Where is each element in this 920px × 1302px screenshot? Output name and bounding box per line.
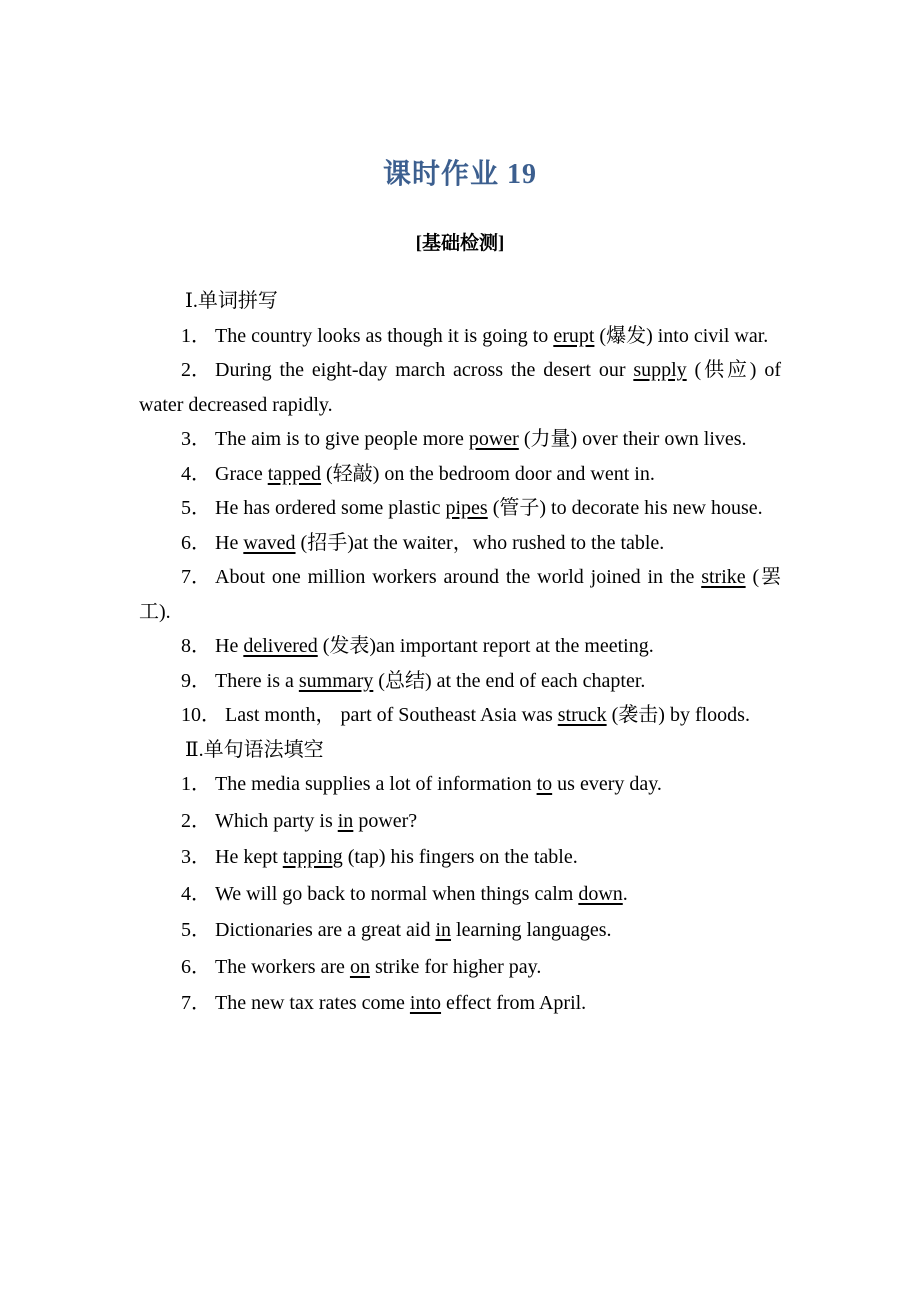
section-1-items [139,319,781,733]
question-text-after: (力量) over their own lives. [518,428,747,450]
question-text-before: We will go back to normal when things calm [215,882,579,905]
section-2-heading: Ⅱ.单句语法填空 [185,738,324,761]
question-text-after: power? [353,809,418,832]
question-text-before: There is a [215,669,299,692]
question-text-before: He [215,531,244,554]
question-number: 4． [181,882,211,905]
answer-blank: down [578,882,623,905]
page-subtitle: [基础检测] [415,233,505,254]
question-item [139,560,781,629]
question-number: 2． [181,359,211,381]
page-title: 课时作业 19 [382,159,537,190]
answer-blank: strike [701,566,746,588]
question-text-after: strike for higher pay. [369,955,542,978]
question-number: 5． [181,497,211,519]
answer-blank: to [536,773,553,795]
question-text-after: (管子) to decorate his new house. [487,497,763,519]
question-item [139,422,781,457]
section-2-items [139,767,781,1021]
question-item [139,457,781,492]
answer-blank: into [409,992,442,1014]
question-text-before: He kept [215,846,283,868]
answer-blank: on [349,955,370,978]
question-text-after: (供应) of water decreased rapidly. [139,359,781,416]
question-item [139,319,781,354]
question-item [139,840,781,875]
question-number: 9． [181,669,211,692]
question-item [139,913,781,948]
question-text-before: The workers are [215,955,350,978]
question-text-after: us every day. [552,773,662,795]
question-item [139,698,781,733]
answer-blank: power [468,428,519,450]
question-number: 8． [181,635,211,657]
question-number: 6． [181,955,211,978]
question-number: 7． [181,992,211,1014]
answer-blank: struck [557,704,607,726]
question-text-before: Dictionaries are a great aid [215,919,436,941]
question-text-after: (tap) his fingers on the table. [342,846,578,868]
question-text-before: About one million workers around the world joined in the [215,566,702,588]
answer-blank: delivered [243,635,318,657]
question-text-before: The aim is to give people more [215,428,469,450]
question-text-after: (轻敲) on the bedroom door and went in. [321,462,655,485]
question-number: 10． [181,704,221,726]
question-number: 1． [181,773,211,795]
question-text-after: (罢工). [139,566,781,623]
answer-blank: waved [243,531,296,554]
question-item [139,804,781,839]
question-text-after: (发表)an important report at the meeting. [317,635,654,657]
question-number: 7． [181,566,211,588]
question-text-before: He has ordered some plastic [215,497,446,519]
question-text-after: (袭击) by floods. [606,704,750,726]
question-text-before: He [215,635,244,657]
question-number: 5． [181,919,211,941]
question-text-after: (招手)at the waiter，who rushed to the table. [295,531,665,554]
question-text-before: Which party is [215,809,338,832]
answer-blank: tapping [282,846,343,868]
question-text-before: Grace [215,462,268,485]
question-text-before: During the eight-day march across the desert our [215,359,634,381]
question-number: 2． [181,809,211,832]
question-text-before: The new tax rates come [215,992,410,1014]
question-item [139,986,781,1021]
question-item [139,353,781,422]
question-text-after: effect from April. [441,992,587,1014]
answer-blank: in [337,809,354,832]
question-text-after: . [622,882,628,905]
question-number: 1． [181,324,211,347]
question-item [139,950,781,985]
question-item [139,491,781,526]
question-item [139,664,781,699]
answer-blank: summary [298,669,374,692]
answer-blank: supply [633,359,687,381]
question-item [139,629,781,664]
question-item [139,526,781,561]
question-text-before: The country looks as though it is going to [215,324,554,347]
question-text-after: learning languages. [451,919,612,941]
question-number: 3． [181,428,211,450]
question-number: 6． [181,531,211,554]
answer-blank: pipes [445,497,488,519]
exercise-content [139,284,781,1023]
question-text-after: (爆发) into civil war. [594,324,769,347]
answer-blank: tapped [267,462,322,485]
question-number: 3． [181,846,211,868]
answer-blank: in [435,919,452,941]
question-text-before: The media supplies a lot of information [215,773,537,795]
question-item [139,767,781,802]
question-text-after: (总结) at the end of each chapter. [373,669,646,692]
question-item [139,877,781,912]
section-1-heading: Ⅰ.单词拼写 [185,290,278,312]
answer-blank: erupt [553,324,595,347]
question-text-before: Last month， part of Southeast Asia was [225,704,558,726]
question-number: 4． [181,462,211,485]
